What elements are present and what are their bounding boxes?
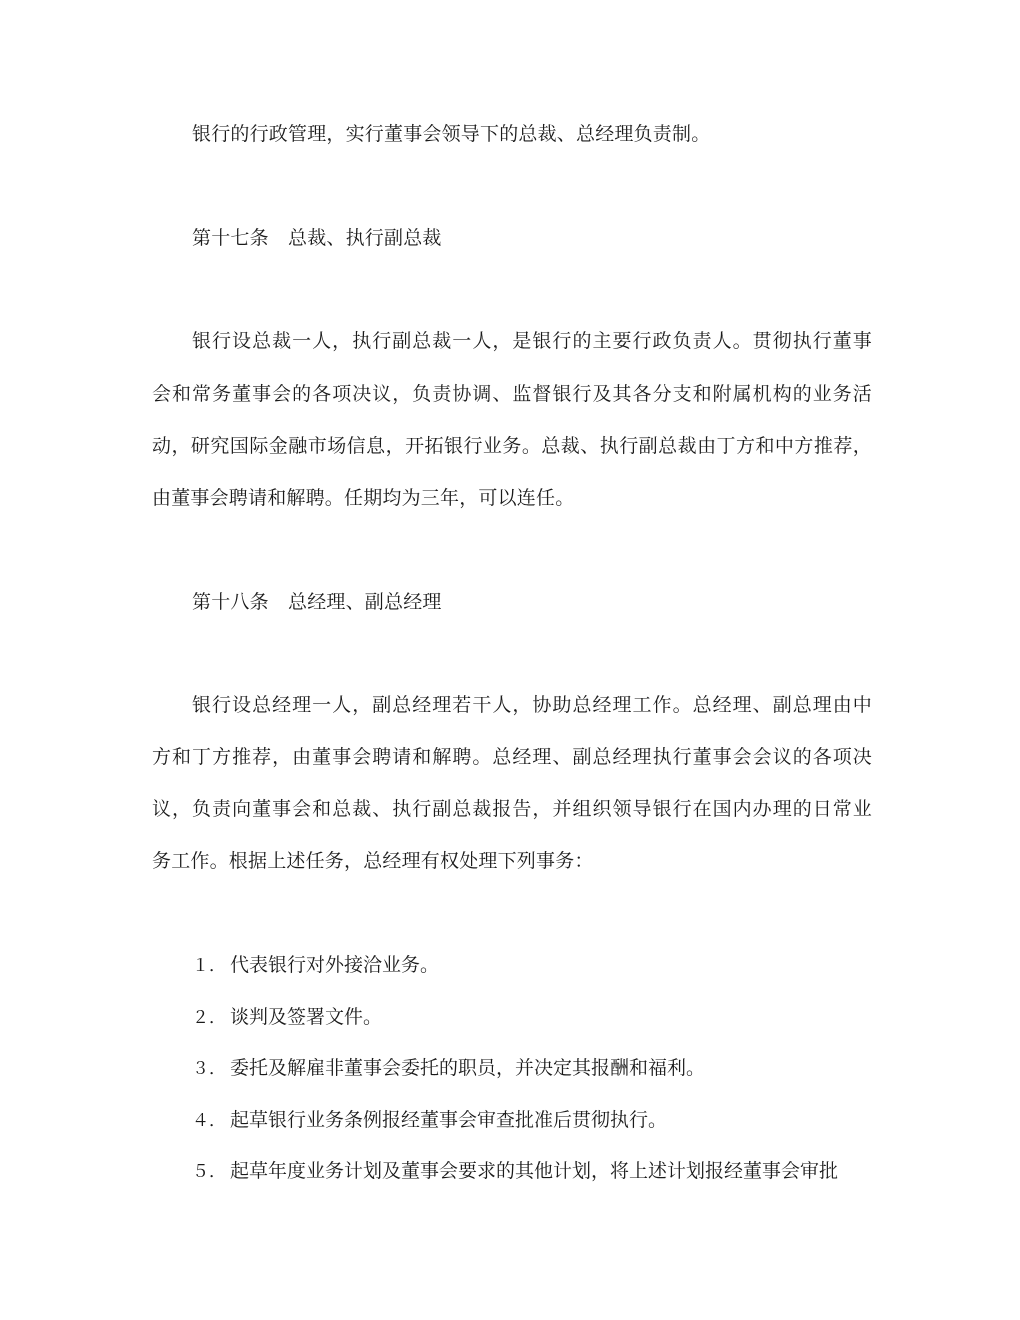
list-item xyxy=(192,1157,872,1186)
article-18-heading: 第十八条 总经理、副总经理 xyxy=(192,591,442,613)
article-17-heading: 第十七条 总裁、执行副总裁 xyxy=(192,227,442,249)
list-item-number: ３． xyxy=(192,1059,226,1079)
article-17-line-3: 动，研究国际金融市场信息，开拓银行业务。总裁、执行副总裁由丁方和中方推荐， xyxy=(152,435,872,457)
article-17-line-4: 由董事会聘请和解聘。任期均为三年，可以连任。 xyxy=(152,487,575,509)
article-18-line-2: 方和丁方推荐，由董事会聘请和解聘。总经理、副总经理执行董事会会议的各项决 xyxy=(152,746,872,768)
list-item-text: 谈判及签署文件。 xyxy=(230,1006,383,1028)
list-item-number: ５． xyxy=(192,1162,226,1182)
list-item xyxy=(192,1054,872,1083)
article-18-line-4: 务工作。根据上述任务，总经理有权处理下列事务： xyxy=(152,850,594,872)
intro-paragraph: 银行的行政管理，实行董事会领导下的总裁、总经理负责制。 xyxy=(192,123,711,145)
list-item-text: 代表银行对外接洽业务。 xyxy=(230,954,440,976)
article-18-line-1: 银行设总经理一人，副总经理若干人，协助总经理工作。总经理、副总理由中 xyxy=(192,694,872,716)
article-18-line-3: 议，负责向董事会和总裁、执行副总裁报告，并组织领导银行在国内办理的日常业 xyxy=(152,798,872,820)
list-item-number: １． xyxy=(192,956,226,976)
list-item xyxy=(192,1106,872,1135)
list-item-number: ４． xyxy=(192,1111,226,1131)
article-17-line-2: 会和常务董事会的各项决议，负责协调、监督银行及其各分支和附属机构的业务活 xyxy=(152,383,872,405)
list-item xyxy=(192,1003,872,1032)
list-item xyxy=(192,951,872,980)
list-item-text: 起草年度业务计划及董事会要求的其他计划，将上述计划报经董事会审批 xyxy=(230,1160,839,1182)
list-item-text: 起草银行业务条例报经董事会审查批准后贯彻执行。 xyxy=(230,1109,668,1131)
article-17-line-1: 银行设总裁一人，执行副总裁一人，是银行的主要行政负责人。贯彻执行董事 xyxy=(192,330,872,352)
list-item-number: ２． xyxy=(192,1008,226,1028)
list-item-text: 委托及解雇非董事会委托的职员，并决定其报酬和福利。 xyxy=(230,1057,706,1079)
